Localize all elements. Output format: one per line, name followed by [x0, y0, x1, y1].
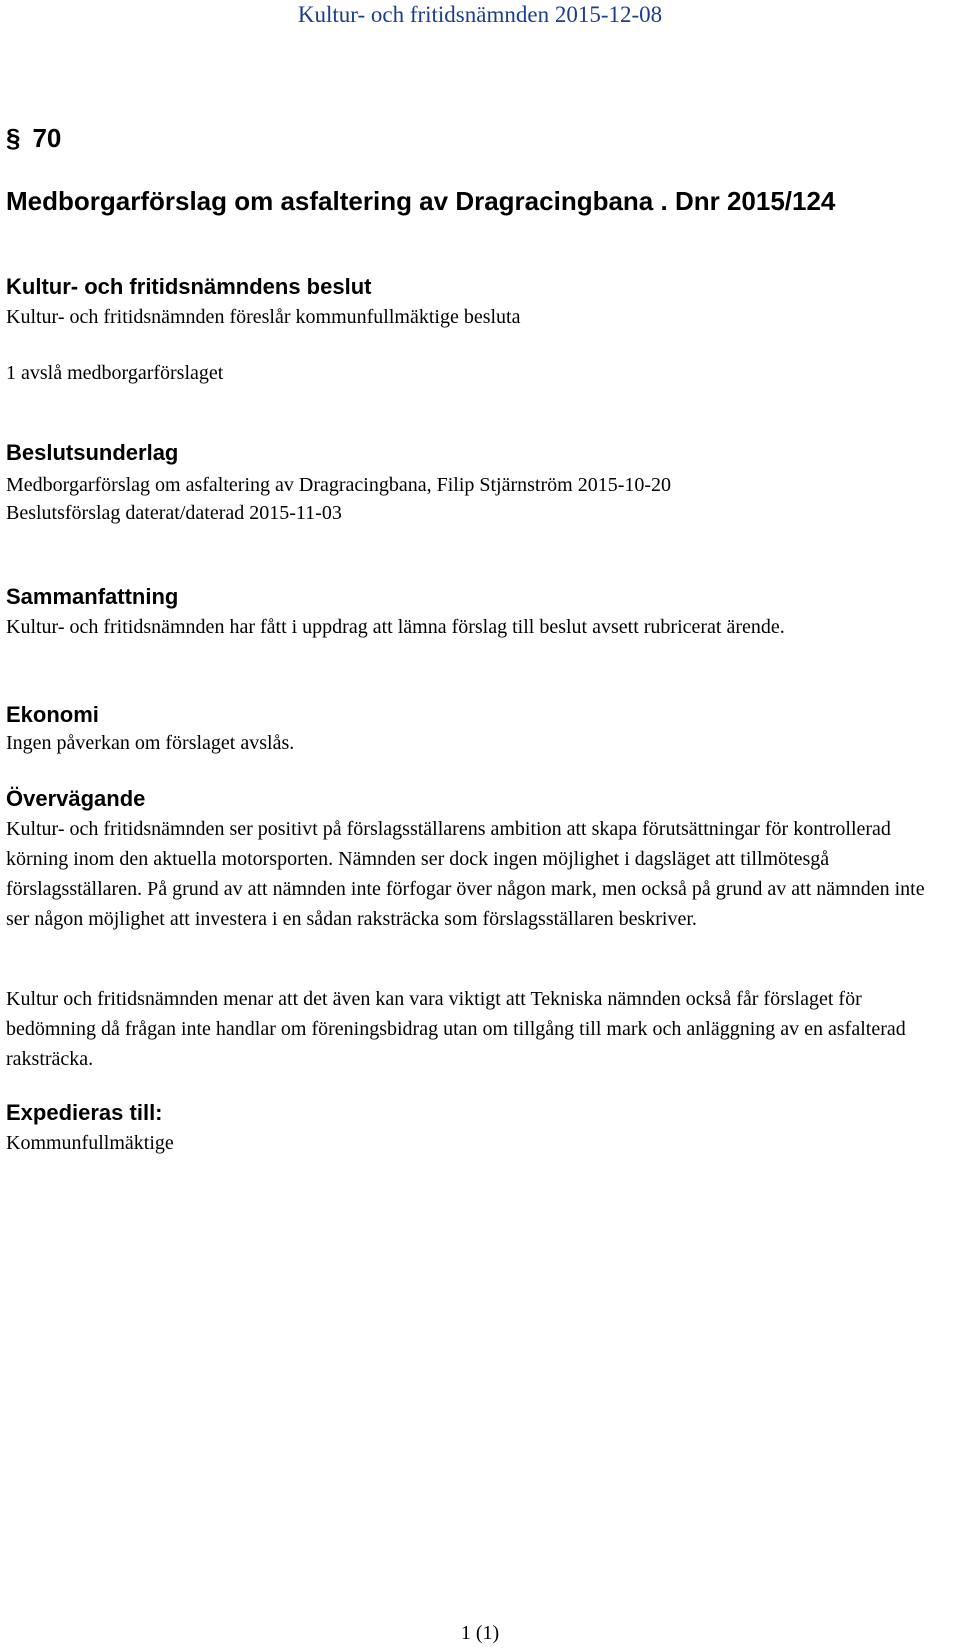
- page-number: 1 (1): [460, 1622, 500, 1644]
- basis-line-2: Beslutsförslag daterat/daterad 2015-11-03: [6, 502, 342, 524]
- document-title: Medborgarförslag om asfaltering av Dragracingbana . Dnr 2015/124: [6, 186, 836, 216]
- page-header-title: Kultur- och fritidsnämnden 2015-12-08: [297, 2, 663, 27]
- summary-heading: Sammanfattning: [6, 584, 179, 609]
- section-number-value: 70: [32, 123, 62, 153]
- consideration-heading: Övervägande: [6, 786, 146, 811]
- basis-heading: Beslutsunderlag: [6, 440, 179, 465]
- section-sign-icon: §: [6, 123, 21, 153]
- section-number: [6, 120, 954, 156]
- dispatch-heading: Expedieras till:: [6, 1100, 163, 1125]
- basis-line-1: Medborgarförslag om asfaltering av Dragracingbana, Filip Stjärnström 2015-10-20: [6, 474, 672, 496]
- economy-heading: Ekonomi: [6, 702, 99, 727]
- consideration-paragraph-2: Kultur och fritidsnämnden menar att det även kan vara viktigt att Tekniska nämnden också får förslaget för bedömning då frågan inte handlar om föreningsbidrag utan om tillgång till mark och anläggning av en asfalterad raksträcka.: [6, 988, 906, 1070]
- decision-item: 1 avslå medborgarförslaget: [6, 362, 224, 384]
- dispatch-recipient: Kommunfullmäktige: [6, 1132, 174, 1154]
- summary-text: Kultur- och fritidsnämnden har fått i uppdrag att lämna förslag till beslut avsett rubricerat ärende.: [6, 616, 785, 638]
- economy-text: Ingen påverkan om förslaget avslås.: [6, 732, 295, 754]
- decision-heading: Kultur- och fritidsnämndens beslut: [6, 274, 372, 299]
- decision-intro: Kultur- och fritidsnämnden föreslår kommunfullmäktige besluta: [6, 306, 521, 328]
- consideration-paragraph-1: Kultur- och fritidsnämnden ser positivt på förslagsställarens ambition att skapa förutsättningar för kontrollerad körning inom den aktuella motorsporten. Nämnden ser dock ingen möjlighet i dagsläget att tillmötesgå förslagsställaren. På grund av att nämnden inte förfogar över någon mark, men också på grund av att nämnden inte ser någon möjlighet att investera i en sådan raksträcka som förslagsställaren beskriver.: [6, 818, 925, 930]
